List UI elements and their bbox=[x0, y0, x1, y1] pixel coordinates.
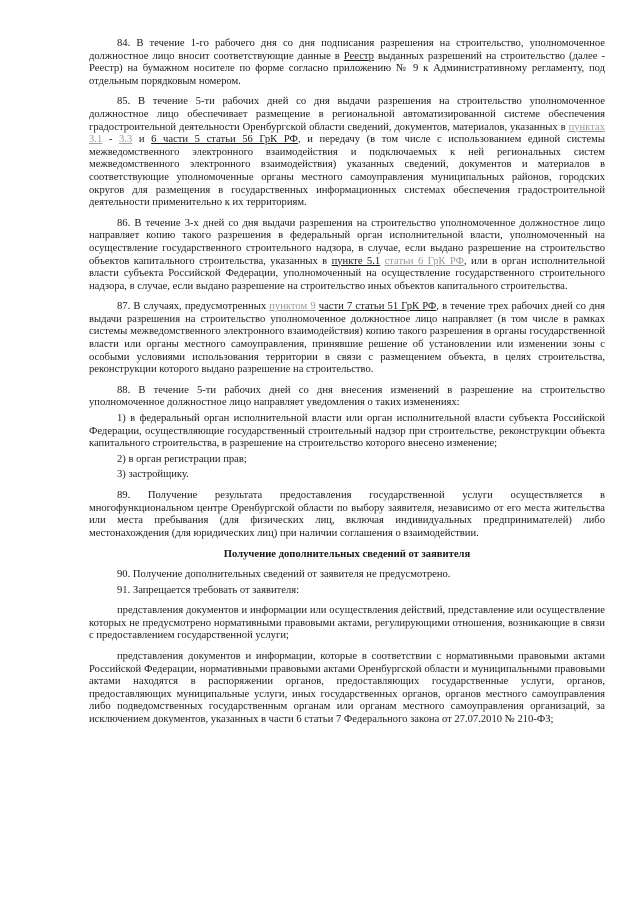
link-article-51[interactable]: части 7 статьи 51 ГрК РФ bbox=[318, 301, 437, 313]
paragraph-88: 88. В течение 5-ти рабочих дней со дня внесения изменений в разрешение на строительство уполномоченное должностное лицо направляет уведомления о таких изменениях: bbox=[89, 384, 605, 409]
link-article-56[interactable]: 6 части 5 статьи 56 ГрК РФ bbox=[151, 134, 298, 146]
document-page bbox=[89, 38, 605, 729]
paragraph-85: 85. В течение 5-ти рабочих дней со дня выдачи разрешения на строительство уполномоченное должностное лицо обеспечивает размещение в региональной автоматизированной системе обеспечения градостроительной деятельности Оренбургской области сведений, документов, материалов, указанных в пунктах 3.1 - 3.3 и 6 части 5 статьи 56 ГрК РФ, и передачу (в том числе с использованием единой системы межведомственного электронного взаимодействия и подключаемых к ней региональных систем межведомственного электронного взаимодействия) указанных сведений, документов и материалов в соответствующие уполномоченные органы местного самоуправления муниципальных районов, городских округов для размещения в государственных информационных системах обеспечения градостроительной деятельности применительно к их территориям. bbox=[89, 96, 605, 209]
paragraph-90: 90. Получение дополнительных сведений от заявителя не предусмотрено. bbox=[117, 568, 451, 580]
link-point-5-1[interactable]: пункте 5.1 bbox=[331, 255, 381, 267]
list-item-88-2: 2) в орган регистрации прав; bbox=[117, 453, 247, 465]
link-points-3-1[interactable]: пунктах 3.1 bbox=[89, 121, 605, 146]
paragraph-84: 84. В течение 1-го рабочего дня со дня подписания разрешения на строительство, уполномоченное должностное лицо вносит соответствующие данные в Реестр выданных разрешений на строительство (далее - Реестр) на бумажном носителе по форме согласно приложению № 9 к Административному регламенту, под отдельным порядковым номером. bbox=[89, 38, 605, 87]
paragraph-89: 89. Получение результата предоставления государственной услуги осуществляется в многофункциональном центре Оренбургской области по выбору заявителя, независимо от его места жительства или места пребывания (для физических лиц, включая индивидуальных предпринимателей) либо местонахождения (для юридических лиц) при наличии соглашения о взаимодействии. bbox=[89, 490, 605, 539]
list-item-88-1: 1) в федеральный орган исполнительной власти или орган исполнительной власти субъекта Российской Федерации, осуществляющие государственный строительный надзор при строительстве, реконструкции объекта капитального строительства, в разрешение на строительство которого внесено изменение; bbox=[89, 413, 605, 450]
paragraph-87: 87. В случаях, предусмотренных пунктом 9 части 7 статьи 51 ГрК РФ, в течение трех рабочих дней со дня выдачи разрешения на строительство уполномоченное должностное лицо направляет (в том числе в рамках системы межведомственного электронного взаимодействия) копию такого разрешения в органы государственной власти или органы местного самоуправления, принявшие решение об установлении или изменении зоны с особыми условиями использования территории в связи с размещением объекта, в целях строительства, реконструкции которого выдано разрешение на строительство. bbox=[89, 301, 605, 376]
link-registry[interactable]: Реестр bbox=[343, 50, 374, 62]
list-item-91-1: представления документов и информации или осуществления действий, представление или осуществление которых не предусмотрено нормативными правовыми актами, регулирующими отношения, возникающие в связи с предоставлением государственной услуги; bbox=[89, 605, 605, 642]
list-item-88-3: 3) застройщику. bbox=[117, 469, 189, 481]
list-item-91-2: представления документов и информации, которые в соответствии с нормативными правовыми актами Российской Федерации, нормативными правовыми актами Оренбургской области и муниципальными правовыми актами находятся в распоряжении органов, предоставляющих государственные услуги, органов, предоставляющих муниципальные услуги, иных государственных органов, органов местного самоуправления либо подведомственных государственным органам или органам местного самоуправления организаций, за исключением документов, указанных в части 6 статьи 7 Федерального закона от 27.07.2010 № 210-ФЗ; bbox=[89, 650, 605, 725]
link-article-6[interactable]: статьи 6 ГрК РФ bbox=[384, 255, 464, 267]
paragraph-86: 86. В течение 3-х дней со дня выдачи разрешения на строительство уполномоченное должностное лицо направляет копию такого разрешения в федеральный орган исполнительной власти, уполномоченный на осуществление государственного строительного надзора, в случае, если выдано разрешение на строительство объектов капитального строительства, указанных в пункте 5.1 статьи 6 ГрК РФ, или в орган исполнительной власти субъекта Российской Федерации, уполномоченный на осуществление государственного строительного надзора, в случае, если выдано разрешение на строительство иных объектов капитального строительства. bbox=[89, 217, 605, 292]
paragraph-91: 91. Запрещается требовать от заявителя: bbox=[117, 584, 300, 596]
section-heading: Получение дополнительных сведений от заявителя bbox=[223, 549, 471, 561]
link-point-3-3[interactable]: 3.3 bbox=[119, 134, 133, 146]
link-point-9[interactable]: пунктом 9 bbox=[269, 301, 316, 313]
